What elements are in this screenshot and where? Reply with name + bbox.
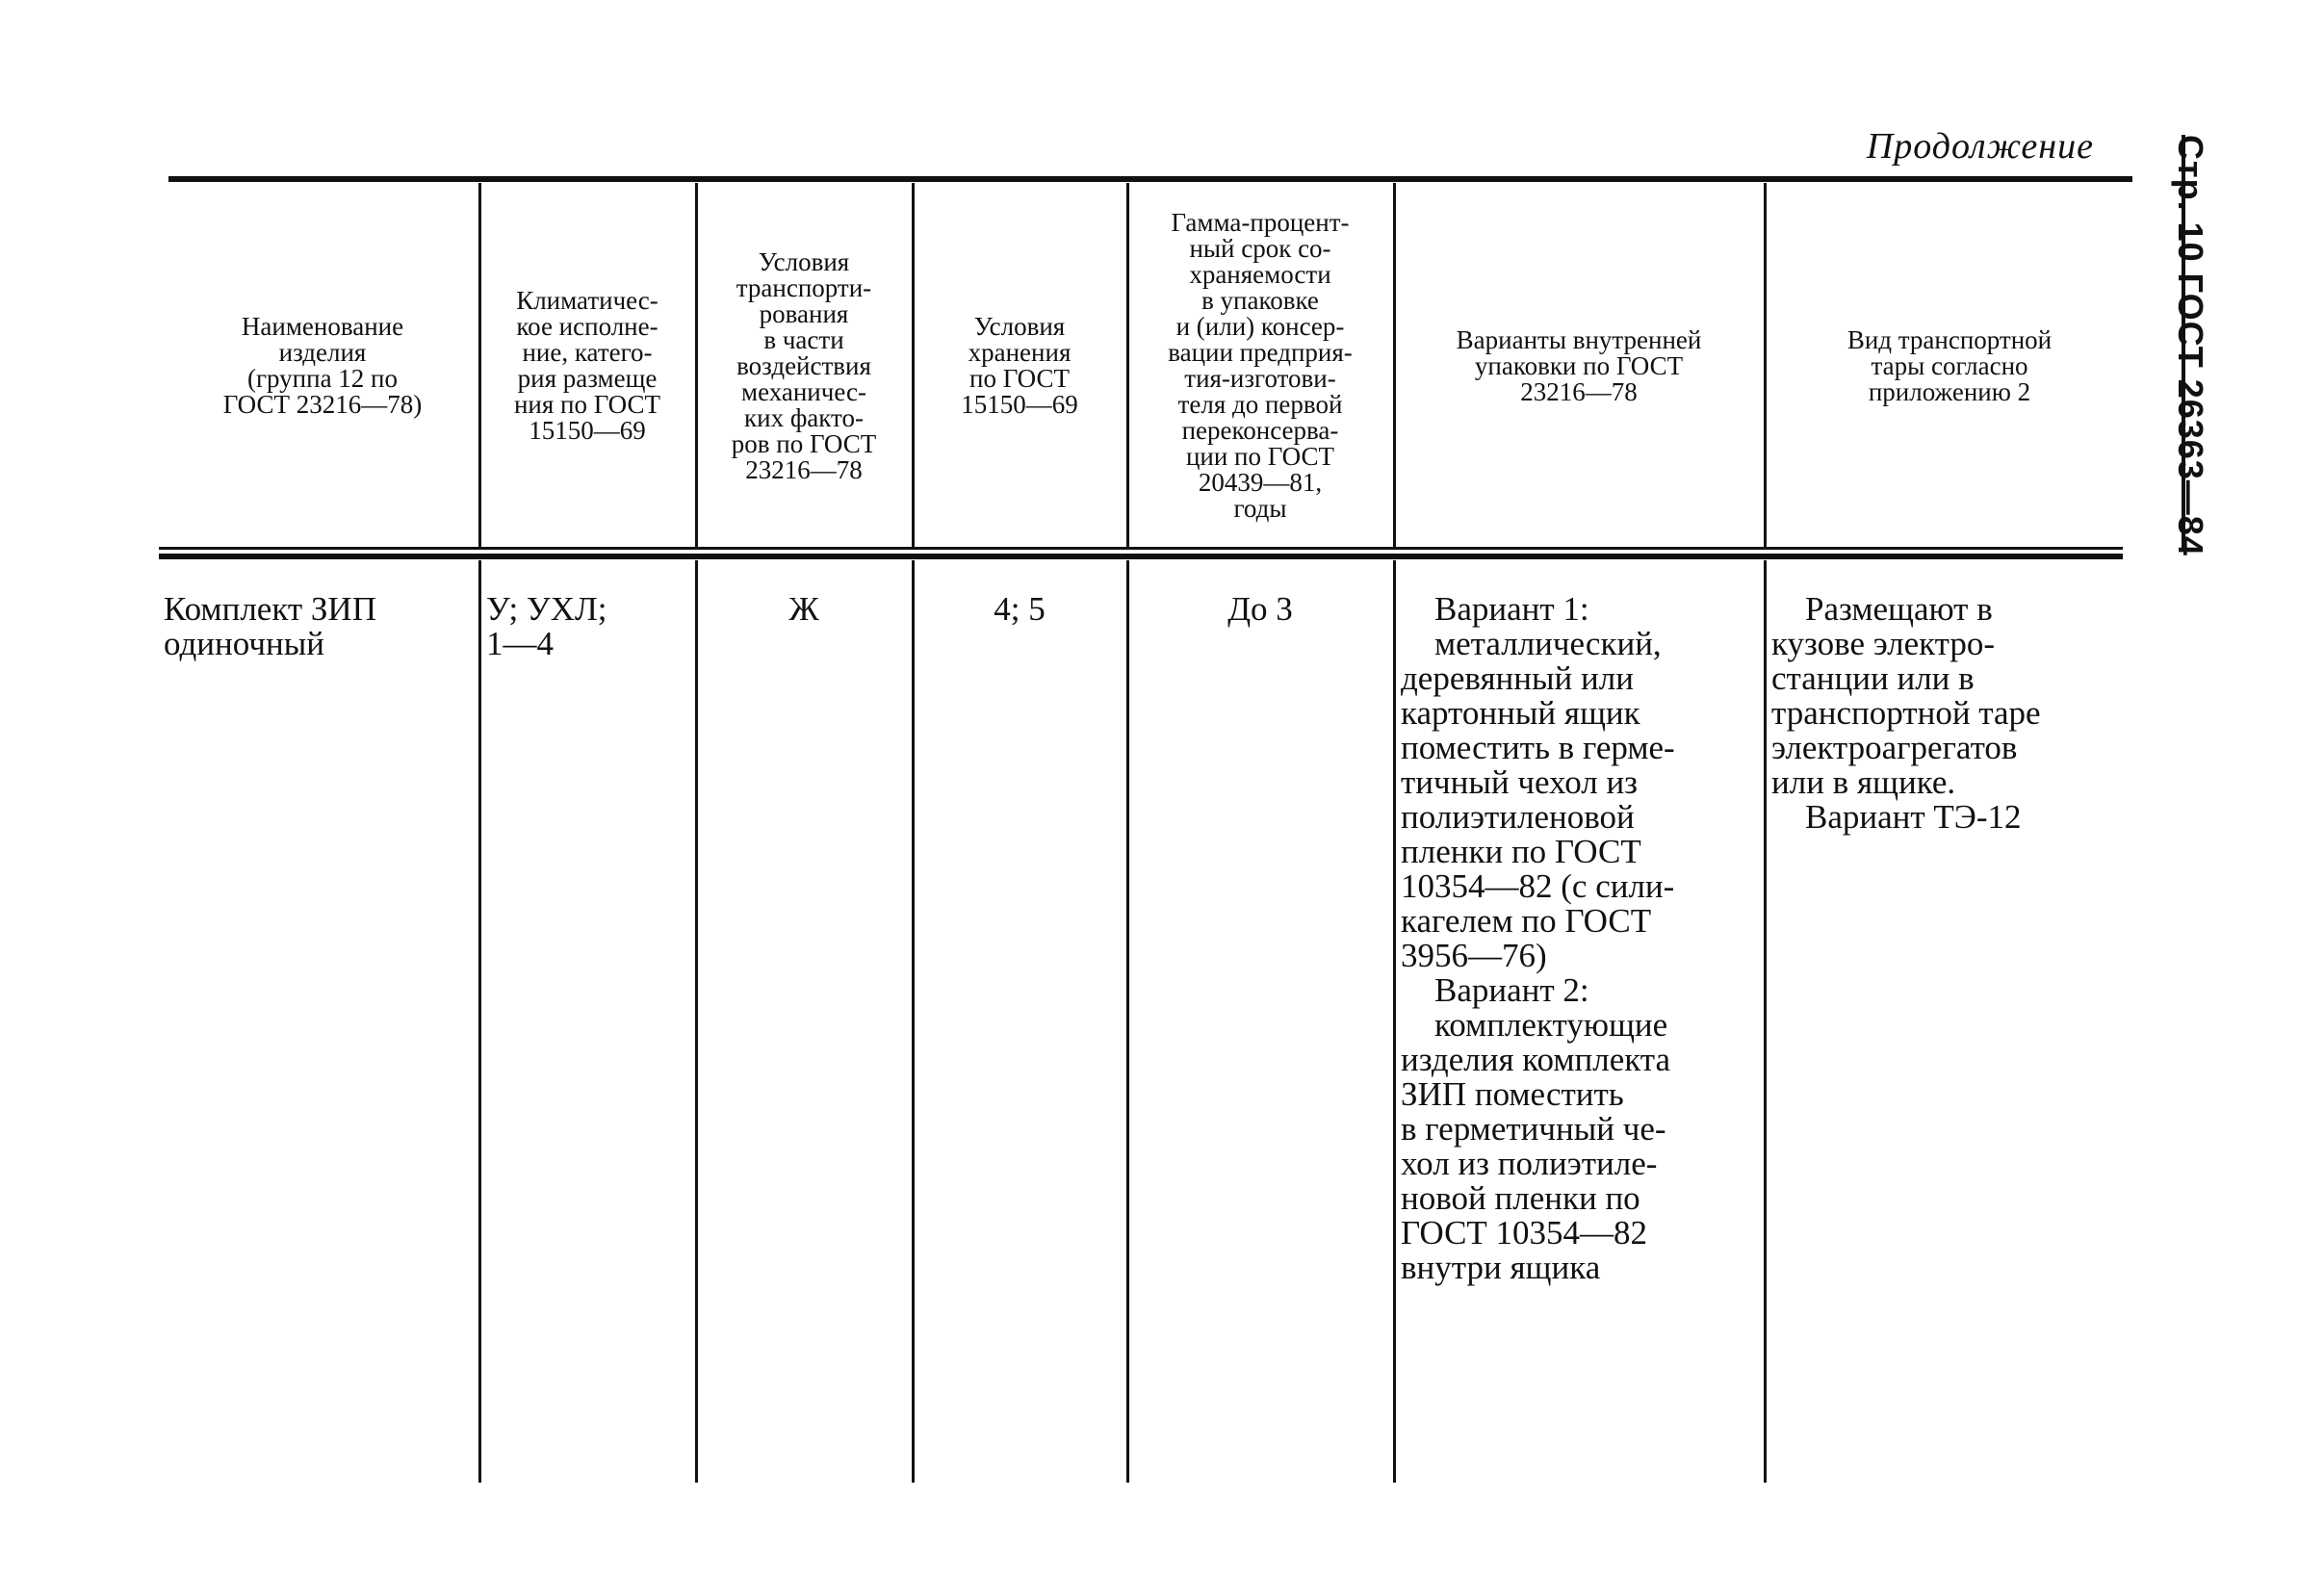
cell-name (164, 592, 472, 661)
header-line: годы (1233, 494, 1287, 523)
header-line: ции по ГОСТ (1185, 442, 1335, 471)
header-line: 20439—81, (1198, 468, 1323, 497)
cell-line: Вариант 1: (1434, 590, 1589, 628)
header-line: в упаковке (1201, 286, 1319, 315)
cell-line: одиночный (164, 625, 324, 662)
header-storage (915, 188, 1124, 544)
header-line: ГОСТ 23216—78) (222, 390, 423, 419)
cell-line: Комплект ЗИП (164, 590, 376, 628)
column-divider (1393, 560, 1396, 1483)
cell-line: внутри ящика (1401, 1249, 1601, 1286)
header-line: рия размеще (517, 364, 658, 393)
cell-line: кагелем по ГОСТ (1401, 902, 1652, 940)
header-line: ния по ГОСТ (513, 390, 661, 419)
cell-line: в герметичный че- (1401, 1110, 1666, 1148)
side-label (2166, 135, 2224, 558)
cell-line: 3956—76) (1401, 937, 1547, 974)
cell-gamma (1129, 592, 1391, 627)
header-transport (698, 188, 910, 544)
header-bottom-rule (159, 547, 2123, 550)
cell-line: ЗИП поместить (1401, 1075, 1624, 1113)
header-line: рования (759, 298, 849, 328)
header-line: кое исполне- (516, 312, 658, 341)
column-divider (1764, 560, 1767, 1483)
cell-line: металлический, (1434, 625, 1662, 662)
header-line: ный срок со- (1189, 234, 1331, 263)
header-line: Варианты внутренней (1456, 324, 1702, 354)
cell-line: 1—4 (486, 625, 554, 662)
cell-line: хол из полиэтиле- (1401, 1145, 1658, 1182)
cell-line: 10354—82 (с сили- (1401, 867, 1675, 905)
cell-line: картонный ящик (1401, 694, 1640, 732)
header-line: Условия (973, 312, 1066, 341)
cell-line: или в ящике. (1771, 763, 1956, 801)
header-transport-container (1767, 188, 2132, 544)
header-line: Гамма-процент- (1171, 208, 1350, 237)
header-line: приложению 2 (1868, 376, 2031, 406)
cell-line: Размещают в (1805, 590, 1993, 628)
cell-line: станции или в (1771, 659, 1975, 697)
cell-line: полиэтиленовой (1401, 798, 1635, 836)
cell-line: новой пленки по (1401, 1179, 1640, 1217)
column-divider (695, 560, 698, 1483)
header-line: храняемости (1189, 260, 1331, 289)
header-line: по ГОСТ (969, 364, 1070, 393)
cell-line: До 3 (1227, 590, 1293, 628)
cell-line: транспортной таре (1771, 694, 2041, 732)
header-line: теля до первой (1177, 390, 1343, 419)
continuation-label: Продолжение (1866, 126, 2094, 167)
header-line: Вид транспортной (1846, 324, 2053, 354)
header-line: 15150—69 (529, 416, 646, 445)
cell-line: электроагрегатов (1771, 729, 2018, 766)
header-line: хранения (968, 338, 1072, 367)
cell-line: У; УХЛ; (486, 590, 607, 628)
cell-line: 4; 5 (994, 590, 1046, 628)
header-line: Наименование (241, 312, 404, 341)
header-line: транспорти- (736, 272, 872, 302)
cell-transport (698, 592, 910, 627)
cell-line: изделия комплекта (1401, 1041, 1671, 1078)
header-inner-packaging (1396, 188, 1762, 544)
header-line: тары согласно (1871, 350, 2028, 380)
cell-storage (915, 592, 1124, 627)
column-divider (912, 560, 915, 1483)
header-line: тия-изготови- (1184, 364, 1336, 393)
header-line: Климатичес- (516, 286, 658, 315)
cell-line: тичный чехол из (1401, 763, 1639, 801)
table-top-rule (168, 176, 2132, 182)
header-line: ров по ГОСТ (731, 428, 877, 458)
header-name (173, 188, 472, 544)
header-line: (группа 12 по (246, 364, 399, 393)
header-line: 23216—78 (1520, 376, 1638, 406)
header-line: упаковки по ГОСТ (1474, 350, 1684, 380)
header-line: ких факто- (744, 402, 864, 432)
cell-line: деревянный или (1401, 659, 1634, 697)
header-line: Условия (758, 246, 850, 276)
cell-line: ГОСТ 10354—82 (1401, 1214, 1648, 1252)
cell-line: пленки по ГОСТ (1401, 833, 1641, 870)
cell-line: Ж (788, 590, 819, 628)
header-line: 23216—78 (745, 454, 863, 484)
header-line: механичес- (741, 376, 866, 406)
header-line: и (или) консер- (1175, 312, 1345, 341)
header-bottom-rule-thick (159, 554, 2123, 559)
cell-line: Вариант ТЭ-12 (1805, 798, 2022, 836)
header-line: переконсерва- (1181, 416, 1339, 445)
column-divider (478, 560, 481, 1483)
header-line: ние, катего- (522, 338, 653, 367)
cell-line: комплектующие (1434, 1006, 1668, 1044)
header-climate (481, 188, 693, 544)
header-line: воздействия (736, 350, 871, 380)
cell-climate (486, 592, 688, 661)
header-line: 15150—69 (961, 390, 1078, 419)
cell-line: кузове электро- (1771, 625, 1996, 662)
header-line: вации предприя- (1168, 338, 1353, 367)
header-line: в части (763, 324, 844, 354)
header-gamma (1129, 188, 1391, 544)
header-line: изделия (278, 338, 367, 367)
column-divider (1126, 560, 1129, 1483)
cell-line: поместить в герме- (1401, 729, 1675, 766)
page-gost-label: Стр. 10 ГОСТ 26363—84 (2171, 135, 2210, 556)
cell-inner-packaging (1401, 592, 1762, 1285)
cell-transport-container (1771, 592, 2132, 835)
cell-line: Вариант 2: (1434, 971, 1589, 1009)
